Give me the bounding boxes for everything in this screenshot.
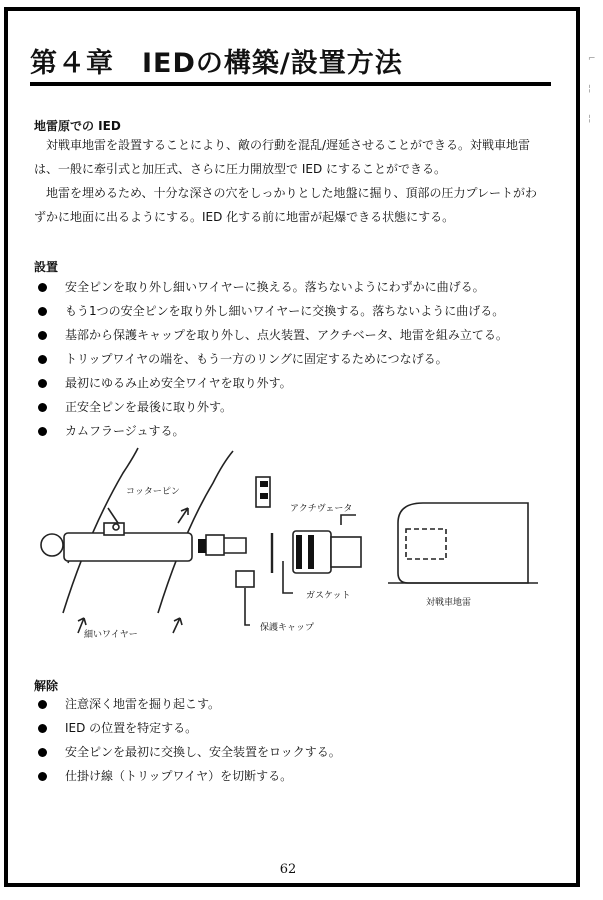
list-item: カムフラージュする。 bbox=[34, 419, 508, 443]
list-item: IED の位置を特定する。 bbox=[34, 716, 341, 740]
bullet-icon bbox=[38, 700, 47, 709]
page-number: 62 bbox=[279, 862, 297, 877]
protective-cap bbox=[236, 571, 254, 587]
paragraph-1: 対戦車地雷を設置することにより、敵の行動を混乱/遅延させることができる。対戦車地雷は、一般に牽引式と加圧式、さらに圧力開放型で IED にすることができる。 bbox=[34, 138, 531, 176]
anti-tank-mine bbox=[398, 503, 528, 583]
bullet-icon bbox=[38, 307, 47, 316]
bullet-icon bbox=[38, 379, 47, 388]
installation-list bbox=[34, 275, 508, 443]
thin-wire-left bbox=[63, 448, 138, 613]
bullet-icon bbox=[38, 427, 47, 436]
thin-wire-label: 細いワイヤー bbox=[84, 630, 138, 640]
gasket-label: ガスケット bbox=[306, 591, 351, 601]
section-heading-removal: 解除 bbox=[34, 679, 59, 693]
list-item: 最初にゆるみ止め安全ワイヤを取り外す。 bbox=[34, 371, 508, 395]
paragraph-2: 地雷を埋めるため、十分な深さの穴をしっかりとした地盤に掘り、頂部の圧力プレートがわずかに地面に出るようにする。IED 化する前に地雷が起爆できる状態にする。 bbox=[34, 186, 538, 224]
thin-wire-right bbox=[158, 451, 233, 613]
section-heading-minefield: 地雷原での IED bbox=[34, 119, 121, 133]
bullet-icon bbox=[38, 331, 47, 340]
list-item: 安全ピンを取り外し細いワイヤーに換える。落ちないようにわずかに曲げる。 bbox=[34, 275, 508, 299]
at-mine-label: 対戦車地雷 bbox=[426, 598, 472, 608]
list-item: 安全ピンを最初に交換し、安全装置をロックする。 bbox=[34, 740, 341, 764]
bullet-icon bbox=[38, 355, 47, 364]
mine-assembly-diagram bbox=[38, 443, 548, 653]
bullet-icon bbox=[38, 403, 47, 412]
removal-list bbox=[34, 692, 341, 788]
cotter-pin-label: コッターピン bbox=[126, 487, 180, 497]
chapter-title: 第４章 IEDの構築/設置方法 bbox=[30, 48, 403, 79]
activator-label: アクチヴェータ bbox=[290, 504, 353, 514]
protective-cap-label: 保護キャップ bbox=[260, 623, 315, 633]
margin-marks: ⌐ ¦ ¦ bbox=[588, 54, 596, 124]
list-item: トリップワイヤの端を、もう一方のリングに固定するためにつなげる。 bbox=[34, 347, 508, 371]
bullet-icon bbox=[38, 283, 47, 292]
list-item: 注意深く地雷を掘り起こす。 bbox=[34, 692, 341, 716]
firing-device-body bbox=[64, 533, 192, 561]
bullet-icon bbox=[38, 748, 47, 757]
bullet-icon bbox=[38, 772, 47, 781]
list-item: 正安全ピンを最後に取り外す。 bbox=[34, 395, 508, 419]
list-item: もう1つの安全ピンを取り外し細いワイヤーに交換する。落ちないように曲げる。 bbox=[34, 299, 508, 323]
title-rule bbox=[30, 82, 551, 86]
section-heading-installation: 設置 bbox=[34, 260, 59, 274]
bullet-icon bbox=[38, 724, 47, 733]
list-item: 基部から保護キャップを取り外し、点火装置、アクチベータ、地雷を組み立てる。 bbox=[34, 323, 508, 347]
list-item: 仕掛け線（トリップワイヤ）を切断する。 bbox=[34, 764, 341, 788]
